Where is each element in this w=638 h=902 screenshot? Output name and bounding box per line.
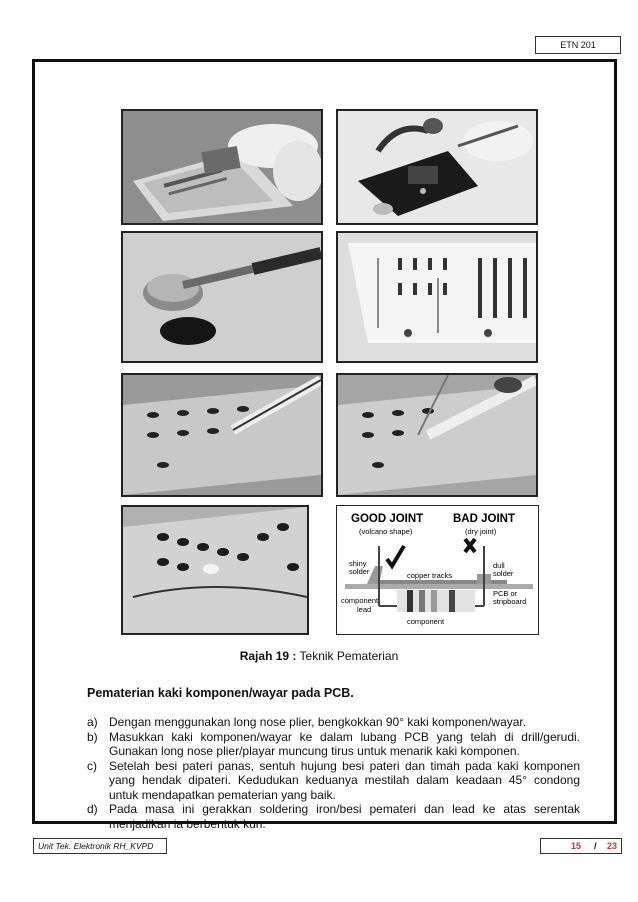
photo-pcb-leads [336, 231, 538, 363]
shiny-label-2: solder [349, 567, 370, 576]
step-label: c) [87, 758, 97, 773]
step-text: Pada masa ini gerakkan soldering iron/besi pemateri dan lead ke atas serentak menjadikan ia berbentuk kun. [109, 802, 580, 831]
list-item [87, 802, 580, 831]
document-code: ETN 201 [535, 36, 621, 54]
good-joint-title: GOOD JOINT [351, 513, 424, 525]
shiny-label-1: shiny [349, 559, 367, 568]
photo-soldering-station [336, 109, 538, 225]
photo-finished-joint [121, 505, 309, 635]
good-joint-subtitle: (volcano shape) [359, 527, 413, 536]
dull-label-1: dull [493, 561, 505, 570]
photo-heating-joint [121, 373, 323, 497]
dull-label-2: solder [493, 569, 514, 578]
step-label: a) [87, 715, 98, 729]
footer-unit-label: Unit Tek. Elektronik RH_KVPD [33, 838, 167, 854]
photo-bending-leads [121, 109, 323, 225]
component-label: component [407, 617, 445, 626]
figure-caption [0, 649, 638, 663]
list-item [87, 730, 580, 759]
caption-text: Teknik Pematerian [296, 649, 399, 663]
photo-feeding-solder [336, 373, 538, 497]
check-mark-icon [387, 546, 404, 566]
list-item [87, 715, 580, 730]
page-separator: / [594, 841, 597, 851]
copper-tracks-label: copper tracks [407, 571, 453, 580]
footer-page-number [540, 838, 622, 854]
section-title: Pematerian kaki komponen/wayar pada PCB. [87, 686, 354, 700]
bad-joint-title: BAD JOINT [453, 513, 515, 525]
list-item [87, 759, 580, 803]
lead-label-1: component [341, 596, 379, 605]
step-text: Masukkan kaki komponen/wayar ke dalam lubang PCB yang telah di drill/gerudi. Gunakan long nose plier/playar muncung tirus untuk menarik kaki komponen. [109, 729, 580, 758]
lead-label-2: lead [357, 605, 372, 614]
page-total: 23 [607, 841, 618, 851]
steps-list [87, 715, 580, 831]
pcb-label-2: stripboard [493, 597, 527, 606]
cross-mark-icon [465, 539, 475, 552]
caption-prefix: Rajah 19 : [239, 649, 297, 663]
photo-tinning-tip [121, 231, 323, 363]
step-text: Dengan menggunakan long nose plier, bengkokkan 90° kaki komponen/wayar. [109, 715, 527, 729]
solder-joint-diagram [336, 505, 539, 635]
step-label: b) [87, 729, 98, 744]
step-text: Setelah besi pateri panas, sentuh hujung besi pateri dan timah pada kaki komponen yang hendak dipateri. Kedudukan keduanya mestilah dalam keadaan 45° condong untuk mendapatkan pematerian yang baik. [109, 758, 580, 802]
bad-joint-subtitle: (dry joint) [465, 527, 497, 536]
step-label: d) [87, 802, 98, 816]
page-current: 15 [571, 841, 582, 851]
pcb-label-1: PCB or [493, 589, 518, 598]
